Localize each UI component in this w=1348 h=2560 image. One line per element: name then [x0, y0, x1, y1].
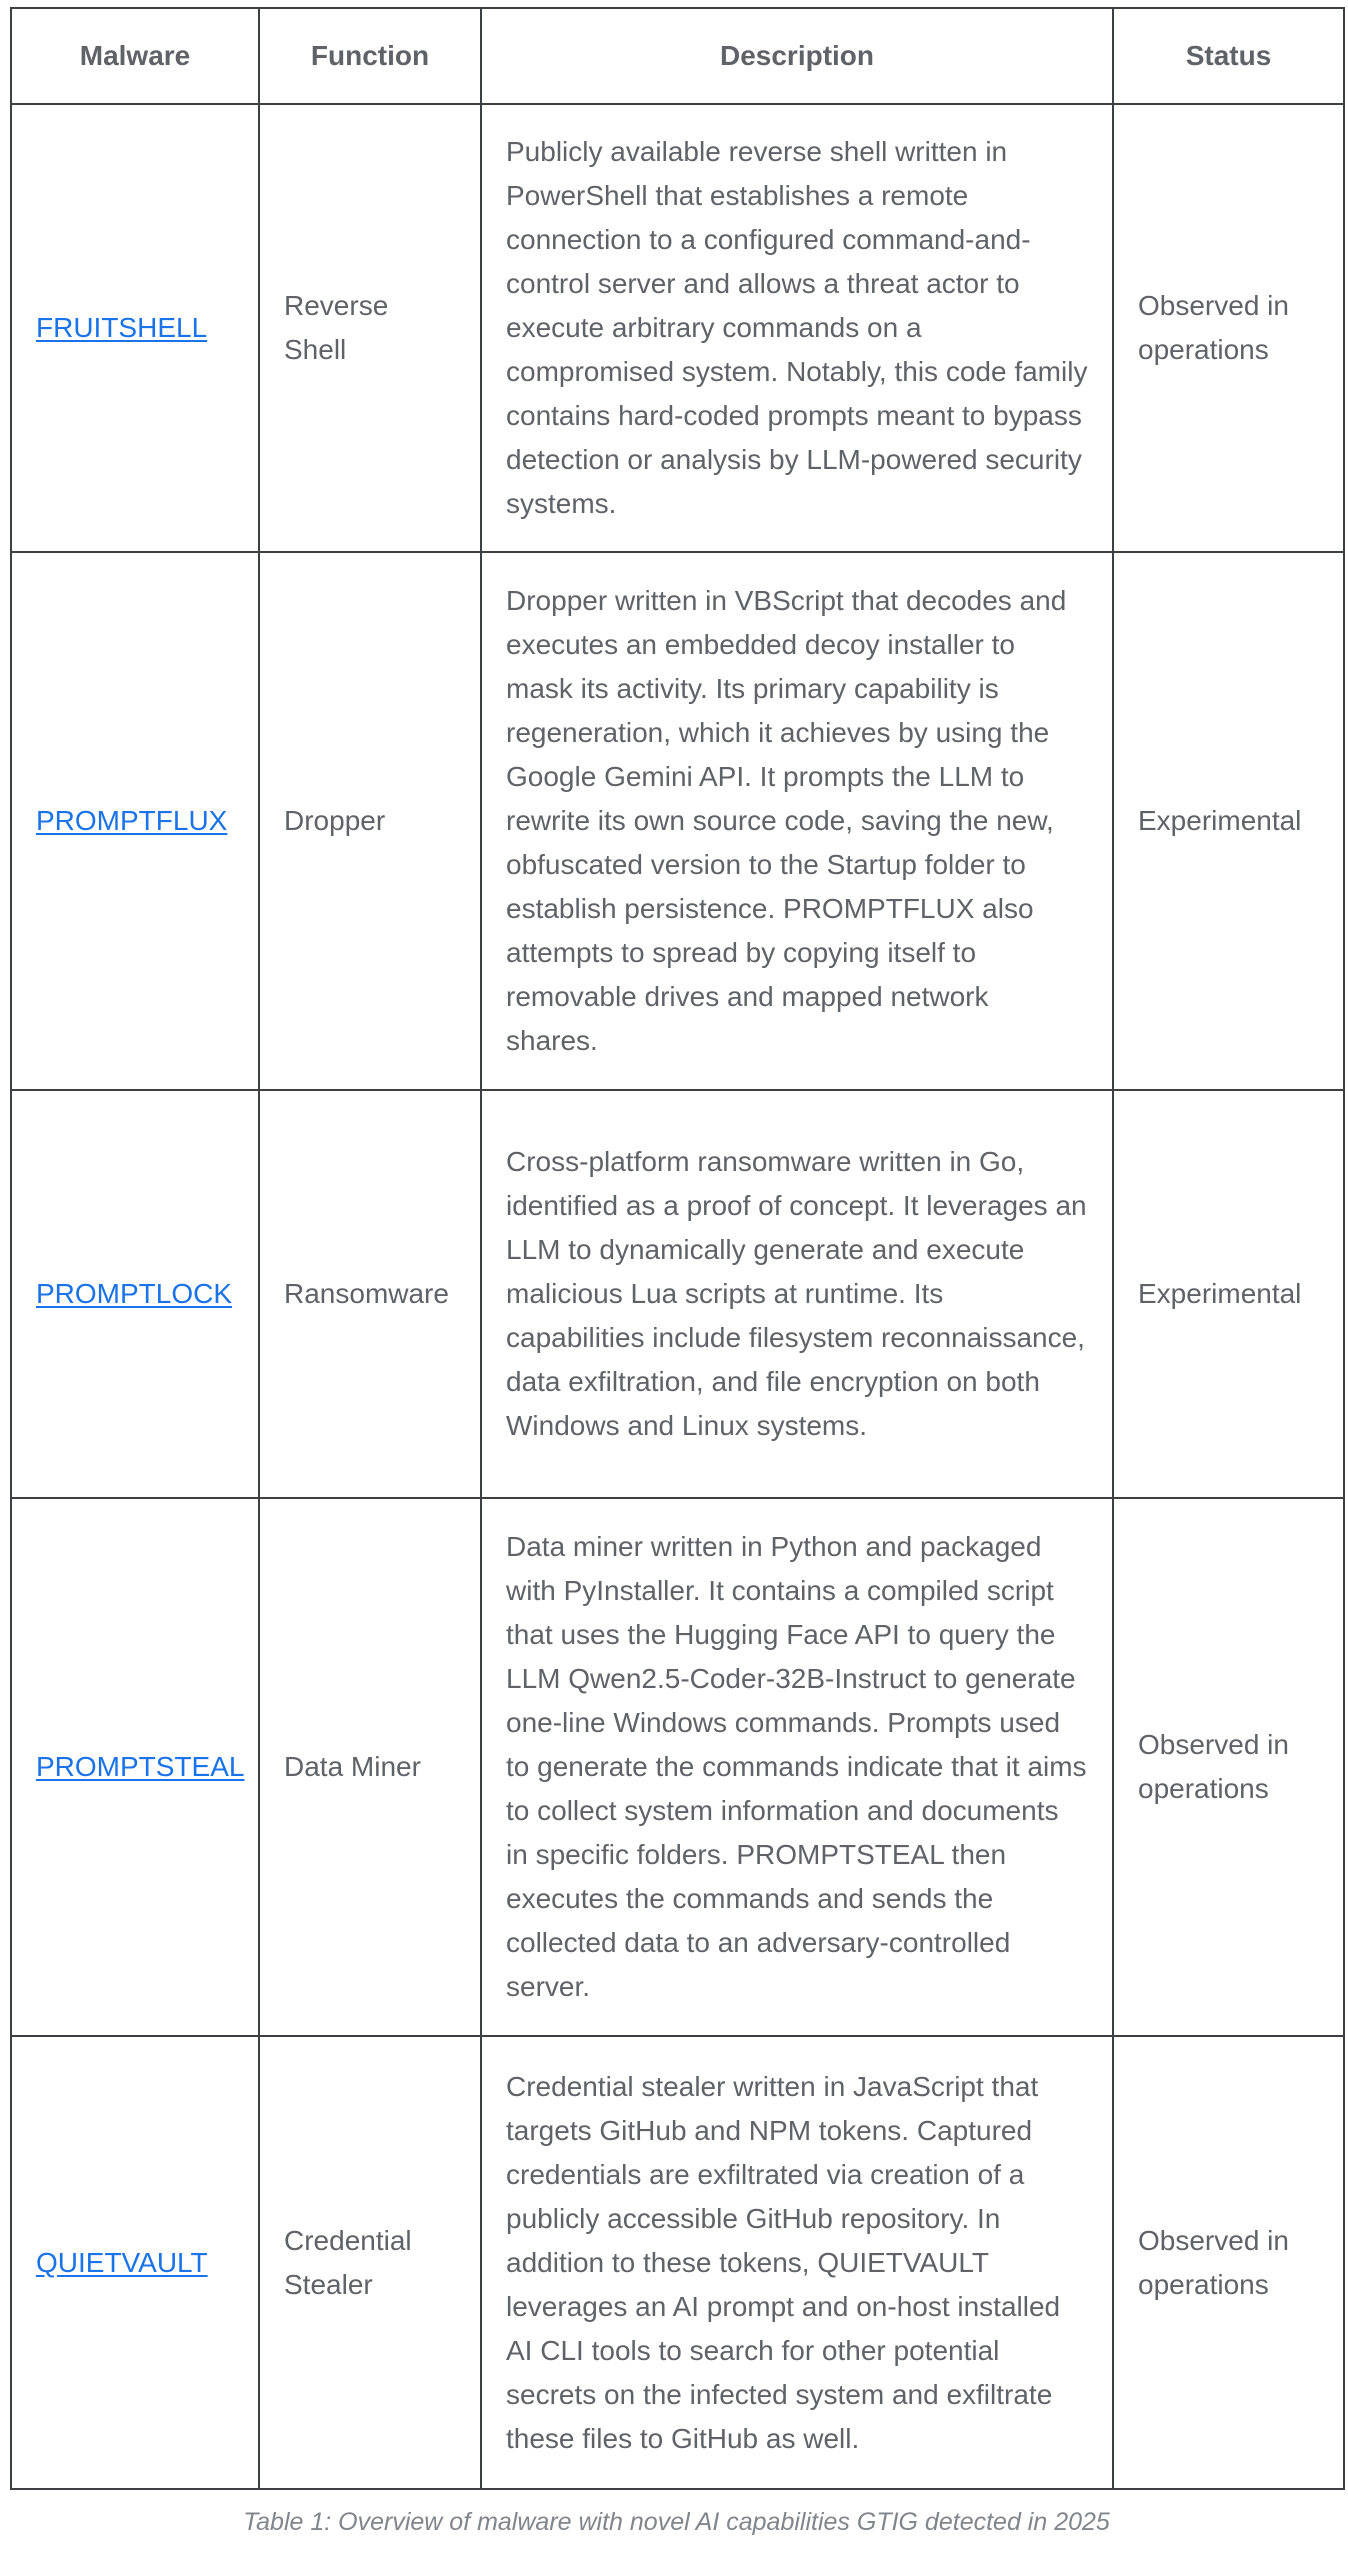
malware-cell [11, 1498, 259, 2036]
status-cell: Experimental [1113, 1090, 1344, 1498]
status-cell: Observed in operations [1113, 104, 1344, 552]
status-cell: Observed in operations [1113, 2036, 1344, 2489]
function-cell: Ransomware [259, 1090, 481, 1498]
function-cell: Credential Stealer [259, 2036, 481, 2489]
malware-table [10, 7, 1345, 2490]
malware-cell [11, 2036, 259, 2489]
malware-link-promptlock[interactable]: PROMPTLOCK [36, 1278, 233, 1309]
description-cell: Publicly available reverse shell written in PowerShell that establishes a remote connection to a configured command-and-control server and allows a threat actor to execute arbitrary commands on a compromised system. Notably, this code family contains hard-coded prompts meant to bypass detection or analysis by LLM-powered security systems. [481, 104, 1113, 552]
malware-link-fruitshell[interactable]: FRUITSHELL [36, 312, 208, 343]
malware-cell [11, 552, 259, 1090]
header-description: Description [481, 8, 1113, 104]
malware-link-promptsteal[interactable]: PROMPTSTEAL [36, 1751, 245, 1782]
malware-link-quietvault[interactable]: QUIETVAULT [36, 2246, 208, 2278]
table-row [11, 1498, 1344, 2036]
table-row [11, 104, 1344, 552]
table-row [11, 1090, 1344, 1498]
table-row [11, 552, 1344, 1090]
table-header [11, 8, 1344, 104]
function-cell: Reverse Shell [259, 104, 481, 552]
malware-cell [11, 1090, 259, 1498]
document-container [10, 7, 1343, 2537]
header-status: Status [1113, 8, 1344, 104]
description-cell: Data miner written in Python and packaged with PyInstaller. It contains a compiled script that uses the Hugging Face API to query the LLM Qwen2.5-Coder-32B-Instruct to generate one-line Windows commands. Prompts used to generate the commands indicate that it aims to collect system information and documents in specific folders. PROMPTSTEAL then executes the commands and sends the collected data to an adversary-controlled server. [481, 1498, 1113, 2036]
header-malware: Malware [11, 8, 259, 104]
status-cell: Experimental [1113, 552, 1344, 1090]
description-cell: Dropper written in VBScript that decodes and executes an embedded decoy installer to mask its activity. Its primary capability is regeneration, which it achieves by using the Google Gemini API. It prompts the LLM to rewrite its own source code, saving the new, obfuscated version to the Startup folder to establish persistence. PROMPTFLUX also attempts to spread by copying itself to removable drives and mapped network shares. [481, 552, 1113, 1090]
header-row [11, 8, 1344, 104]
table-caption: Table 1: Overview of malware with novel AI capabilities GTIG detected in 2025 [243, 2508, 1110, 2536]
malware-cell [11, 104, 259, 552]
header-function: Function [259, 8, 481, 104]
status-cell: Observed in operations [1113, 1498, 1344, 2036]
malware-link-promptflux[interactable]: PROMPTFLUX [36, 805, 228, 836]
description-cell: Credential stealer written in JavaScript that targets GitHub and NPM tokens. Captured credentials are exfiltrated via creation of a publicly accessible GitHub repository. In addition to these tokens, QUIETVAULT leverages an AI prompt and on-host installed AI CLI tools to search for other potential secrets on the infected system and exfiltrate these files to GitHub as well. [481, 2036, 1113, 2489]
function-cell: Dropper [259, 552, 481, 1090]
table-row [11, 2036, 1344, 2489]
function-cell: Data Miner [259, 1498, 481, 2036]
description-cell: Cross-platform ransomware written in Go, identified as a proof of concept. It leverages an LLM to dynamically generate and execute malicious Lua scripts at runtime. Its capabilities include filesystem reconnaissance, data exfiltration, and file encryption on both Windows and Linux systems. [481, 1090, 1113, 1498]
table-body [11, 104, 1344, 2489]
